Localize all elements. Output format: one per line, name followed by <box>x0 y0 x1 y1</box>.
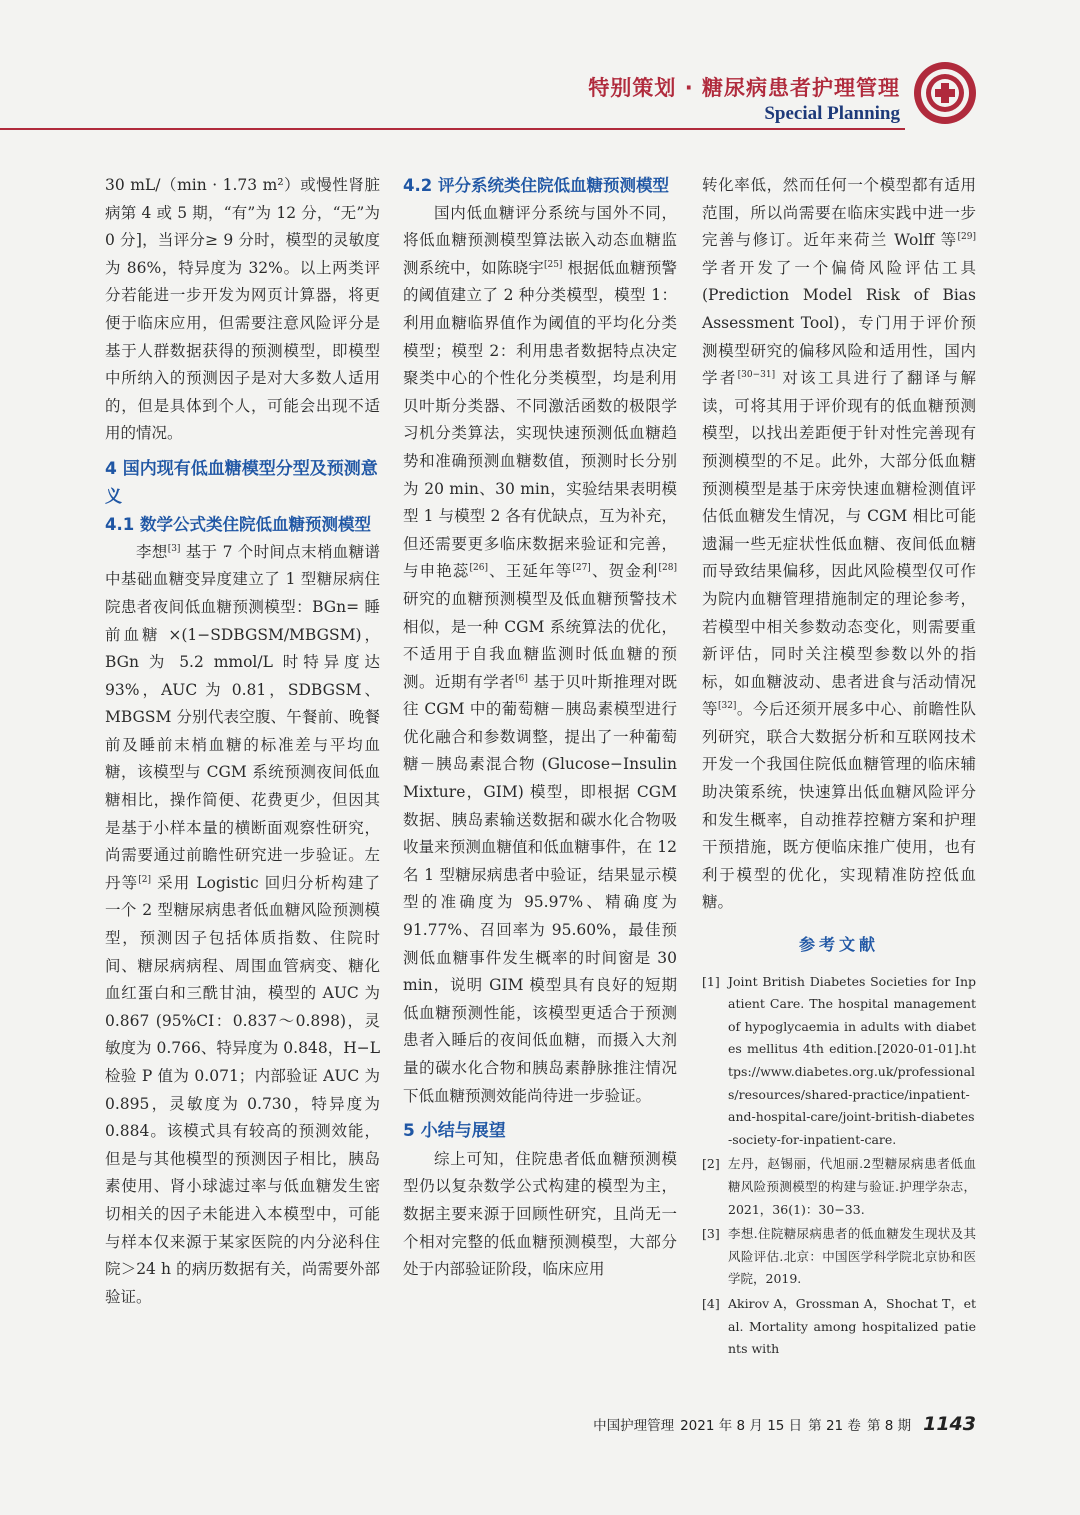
section-title-chinese: 特别策划 · 糖尿病患者护理管理 <box>588 76 900 100</box>
citation: [2] <box>138 874 152 885</box>
paragraph: 国内低血糖评分系统与国外不同，将低血糖预测模型算法嵌入动态血糖监测系统中，如陈晓宇[25] 根据低血糖预警的阈值建立了 2 种分类模型，模型 1：利用血糖临界值作为阈值的平均化分类模型；模型 2：利用患者数据特点决定聚类中心的个性化分类模型，均是利用贝叶斯分类器、不同激活函数的极限学习机分类算法，实现快速预测低血糖趋势和准确预测血糖数值，预测时长分别为 20 min、30 min，实验结果表明模型 1 与模型 2 各有优缺点，互为补充，但还需要更多临床数据来验证和完善，与申艳蕊[26]、王延年等[27]、贺金利[28] 研究的血糖预测模型及低血糖预警技术相似，是一种 CGM 系统算法的优化，不适用于自我血糖监测时低血糖的预测。近期有学者[6] 基于贝叶斯推理对既往 CGM 中的葡萄糖－胰岛素模型进行优化融合和参数调整，提出了一种葡萄糖－胰岛素混合物 (Glucose−Insulin Mixture，GIM) 模型，即根据 CGM 数据、胰岛素输送数据和碳水化合物吸收量来预测血糖值和低血糖事件，在 12 名 1 型糖尿病患者中验证，结果显示模型的准确度为 95.97%、精确度为 91.77%、召回率为 95.60%，最佳预测低血糖事件发生概率的时间窗是 30 min，说明 GIM 模型具有良好的短期低血糖预测性能，该模型更适合于预测患者入睡后的夜间低血糖，而摄入大剂量的碳水化合物和胰岛素静脉推注情况下低血糖预测效能尚待进一步验证。 <box>403 203 677 1105</box>
citation: [30−31] <box>737 370 776 380</box>
reference-item: [2] 左丹，赵锡丽，代旭丽.2型糖尿病患者低血糖风险预测模型的构建与验证.护理学杂志，2021，36(1)：30−33. <box>702 1156 976 1217</box>
page-number: 1143 <box>923 1413 976 1435</box>
volume: 第 21 卷 <box>808 1418 861 1434</box>
references-heading: 参考文献 <box>798 935 879 955</box>
citation: [26] <box>469 563 489 574</box>
column-3 <box>702 172 976 1363</box>
citation: [27] <box>572 563 591 574</box>
paragraph: 转化率低，然而任何一个模型都有适用范围，所以尚需要在临床实践中进一步完善与修订。近年来荷兰 Wolff 等[29] 学者开发了一个偏倚风险评估工具 (Prediction Model Risk of Bias Assessment Tool)，专门用于评价预测模型研究的偏移风险和适用性，国内学者[30−31] 对该工具进行了翻译与解读，可将其用于评价现有的低血糖预测模型，以找出差距便于针对性完善现有预测模型的不足。此外，大部分低血糖预测模型是基于床旁快速血糖检测值评估低血糖发生情况，与 CGM 相比可能遗漏一些无症状性低血糖、夜间低血糖而导致结果偏移，因此风险模型仅可作为院内血糖管理措施制定的理论参考，若模型中相关参数动态变化，则需要重新评估，同时关注模型参数以外的指标，如血糖波动、患者进食与活动情况等[32]。今后还须开展多中心、前瞻性队列研究，联合大数据分析和互联网技术开发一个我国住院低血糖管理的临床辅助决策系统，快速算出低血糖风险评分和发生概率，自动推荐控糖方案和护理干预措施，既方便临床推广使用，也有利于模型的优化，实现精准防控低血糖。 <box>702 176 976 912</box>
citation: [6] <box>515 673 528 684</box>
section-heading-4-2: 4.2 评分系统类住院低血糖预测模型 <box>403 176 669 195</box>
paragraph: 李想[3] 基于 7 个时间点末梢血糖谱中基础血糖变异度建立了 1 型糖尿病住院患者夜间低血糖预测模型：BGn= 睡前血糖 ×(1−SDBGSM/MBGSM)，BGn 为 5.2 mmol/L 时特异度达 93%，AUC 为 0.81，SDBGSM、MBGSM 分别代表空腹、午餐前、晚餐前及睡前末梢血糖的标准差与平均血糖，该模型与 CGM 系统预测夜间低血糖相比，操作简便、花费更少，但因其是基于小样本量的横断面观察性研究，尚需要通过前瞻性研究进一步验证。左丹等[2] 采用 Logistic 回归分析构建了一个 2 型糖尿病患者低血糖风险预测模型，预测因子包括体质指数、住院时间、糖尿病病程、周围血管病变、糖化血红蛋白和三酰甘油，模型的 AUC 为 0.867 (95%CI：0.837～0.898)，灵敏度为 0.766、特异度为 0.848，H−L 检验 P 值为 0.071；内部验证 AUC 为 0.895，灵敏度为 0.730，特异度为 0.884。该模式具有较高的预测效能，但是与其他模型的预测因子相比，胰岛素使用、肾小球滤过率与低血糖发生密切相关的因子未能进入本模型中，可能与样本仅来源于某家医院的内分泌科住院＞24 h 的病历数据有关，尚需要外部验证。 <box>105 542 380 1306</box>
reference-item: [4] Akirov A，Grossman A，Shochat T，et al. Mortality among hospitalized patients with <box>702 1295 976 1357</box>
citation: [3] <box>167 543 181 554</box>
journal-name: 中国护理管理 <box>593 1418 675 1434</box>
section-heading-4: 4 国内现有低血糖模型分型及预测意义 <box>105 458 378 507</box>
page-footer <box>593 1413 976 1435</box>
paragraph: 综上可知，住院患者低血糖预测模型仍以复杂数学公式构建的模型为主，数据主要来源于回顾性研究，且尚无一个相对完整的低血糖预测模型，大部分处于内部验证阶段，临床应用 <box>403 1149 677 1279</box>
paragraph: 30 mL/（min · 1.73 m²）或慢性肾脏病第 4 或 5 期，“有”为 12 分，“无”为 0 分]，当评分≥ 9 分时，模型的灵敏度为 86%，特异度为 32%。以上两类评分若能进一步开发为网页计算器，将更便于临床应用，但需要注意风险评分是基于人群数据获得的预测模型，即模型中所纳入的预测因子是对大多数人适用的，但是具体到个人，可能会出现不适用的情况。 <box>105 176 380 443</box>
journal-logo-icon <box>912 60 978 126</box>
citation: [28] <box>658 563 677 574</box>
reference-item: [1] Joint British Diabetes Societies for Inpatient Care. The hospital management of hypoglycaemia in adults with diabetes mellitus 4th edition.[2020-01-01].https://www.diabetes.org.uk/professionals/resources/shared-practice/inpatient-and-hospital-care/joint-british-diabetes-society-for-inpatient-care. <box>702 973 976 1147</box>
header-rule <box>0 128 905 130</box>
citation: [25] <box>543 259 563 270</box>
citation: [29] <box>957 232 976 243</box>
section-heading-4-1: 4.1 数学公式类住院低血糖预测模型 <box>105 515 371 535</box>
reference-item: [3] 李想.住院糖尿病患者的低血糖发生现状及其风险评估.北京：中国医学科学院北京协和医学院，2019. <box>702 1226 976 1287</box>
citation: [32] <box>717 701 737 712</box>
issue: 第 8 期 <box>866 1418 912 1434</box>
section-heading-5: 5 小结与展望 <box>403 1121 506 1142</box>
section-title-english: Special Planning <box>764 103 900 124</box>
issue-date: 2021 年 8 月 15 日 <box>680 1418 803 1434</box>
column-2 <box>403 172 677 1284</box>
column-1 <box>105 172 380 1311</box>
reference-list <box>702 971 976 1361</box>
